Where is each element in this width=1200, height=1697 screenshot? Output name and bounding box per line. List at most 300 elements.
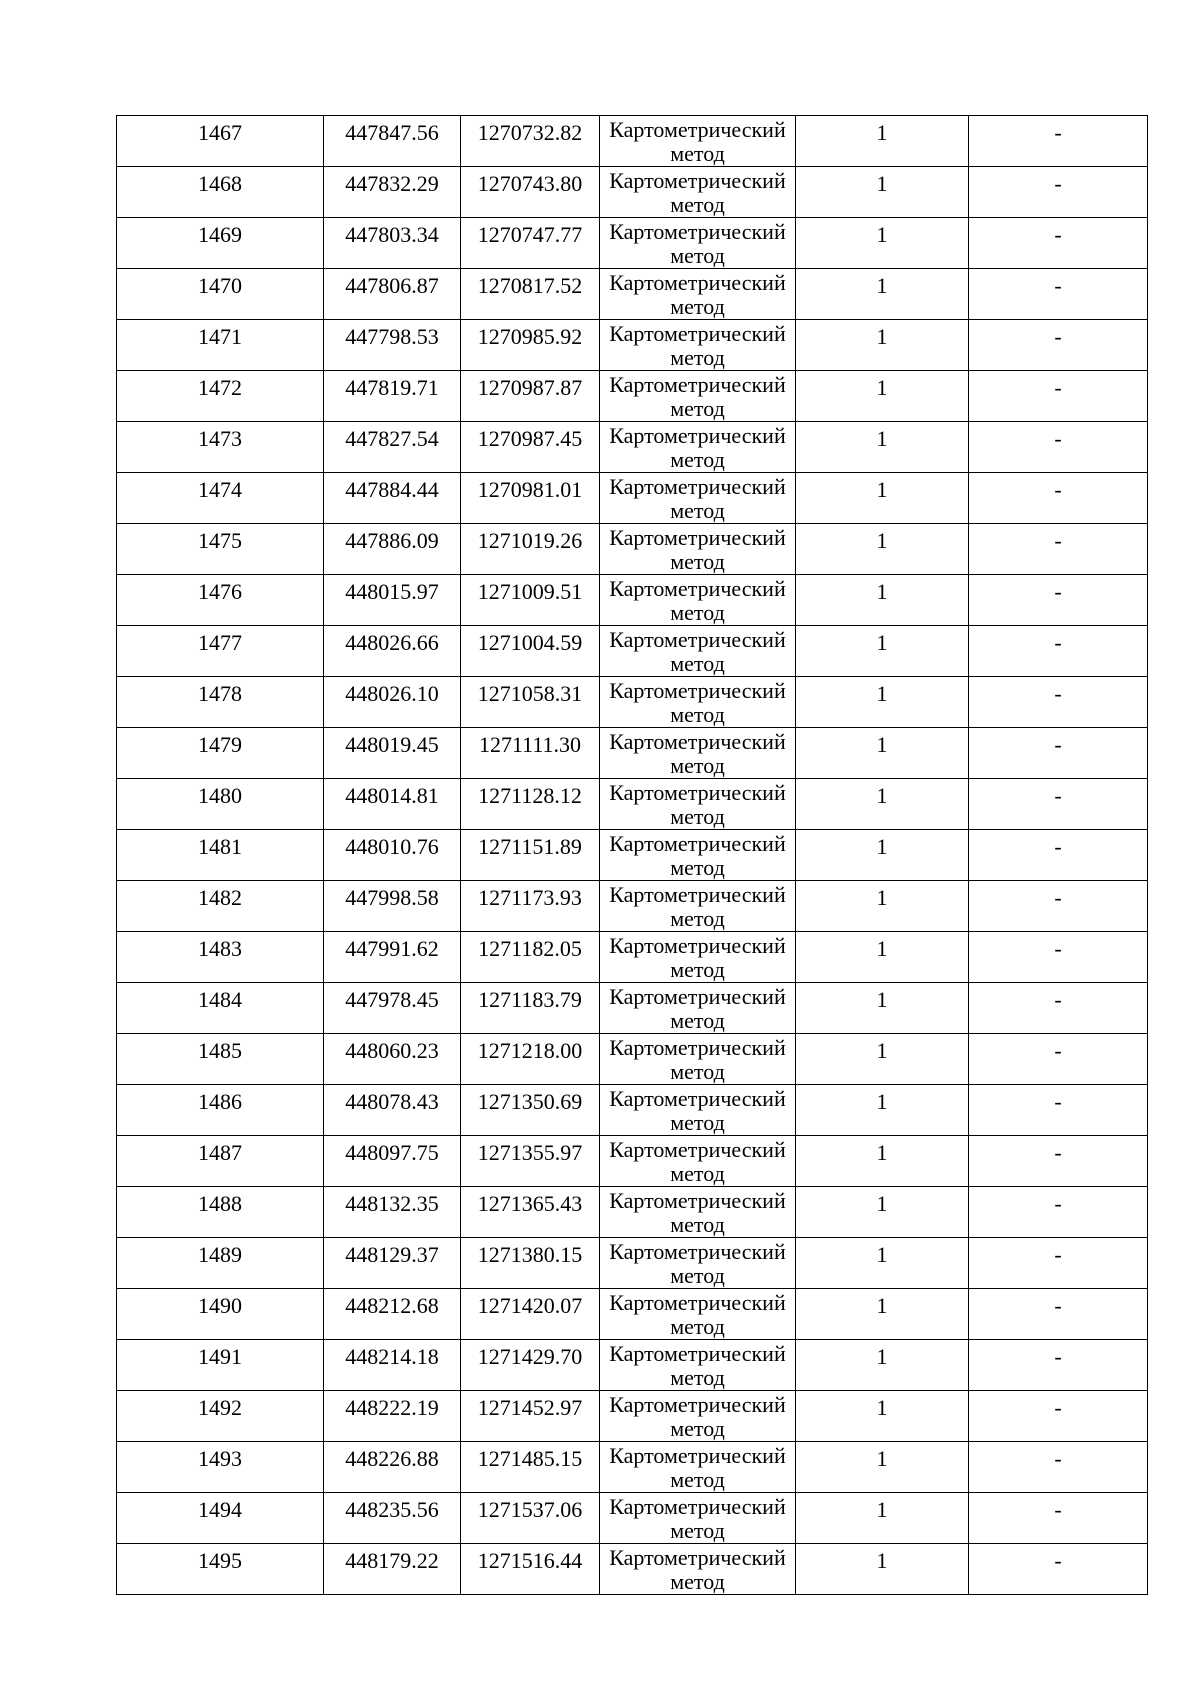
method-cell [600,1544,796,1595]
y-coordinate-cell [461,218,600,269]
accuracy-cell-text: 1 [876,579,888,604]
point-number-cell-text: 1480 [198,783,242,808]
note-cell [969,1034,1148,1085]
x-coordinate-cell-text: 448132.35 [345,1191,439,1216]
table-row [117,1442,1148,1493]
accuracy-cell [796,881,969,932]
method-cell [600,422,796,473]
x-coordinate-cell [324,269,461,320]
method-cell [600,830,796,881]
accuracy-cell [796,1340,969,1391]
method-cell [600,626,796,677]
table-row [117,1493,1148,1544]
x-coordinate-cell [324,320,461,371]
method-cell-text: Картометрический метод [609,1443,786,1492]
x-coordinate-cell [324,932,461,983]
note-cell-text: - [1054,1446,1062,1471]
x-coordinate-cell [324,1391,461,1442]
y-coordinate-cell-text: 1271019.26 [477,528,583,553]
x-coordinate-cell [324,1136,461,1187]
accuracy-cell-text: 1 [876,732,888,757]
table-row [117,779,1148,830]
x-coordinate-cell-text: 448235.56 [345,1497,439,1522]
x-coordinate-cell-text: 447832.29 [345,171,439,196]
y-coordinate-cell [461,371,600,422]
point-number-cell-text: 1487 [198,1140,242,1165]
x-coordinate-cell [324,524,461,575]
table-row [117,1391,1148,1442]
method-cell-text: Картометрический метод [609,729,786,778]
table-row [117,371,1148,422]
y-coordinate-cell [461,626,600,677]
accuracy-cell-text: 1 [876,1497,888,1522]
point-number-cell [117,524,324,575]
accuracy-cell-text: 1 [876,222,888,247]
note-cell-text: - [1054,1395,1062,1420]
note-cell [969,422,1148,473]
point-number-cell-text: 1469 [198,222,242,247]
method-cell-text: Картометрический метод [609,1188,786,1237]
point-number-cell [117,1340,324,1391]
accuracy-cell [796,983,969,1034]
method-cell-text: Картометрический метод [609,525,786,574]
y-coordinate-cell [461,1544,600,1595]
x-coordinate-cell-text: 448097.75 [345,1140,439,1165]
table-row [117,983,1148,1034]
note-cell-text: - [1054,1242,1062,1267]
method-cell [600,269,796,320]
note-cell [969,167,1148,218]
x-coordinate-cell [324,779,461,830]
table-row [117,1085,1148,1136]
accuracy-cell-text: 1 [876,1344,888,1369]
point-number-cell-text: 1474 [198,477,242,502]
point-number-cell-text: 1479 [198,732,242,757]
note-cell [969,575,1148,626]
note-cell-text: - [1054,1293,1062,1318]
accuracy-cell [796,473,969,524]
x-coordinate-cell-text: 448026.10 [345,681,439,706]
x-coordinate-cell-text: 447998.58 [345,885,439,910]
x-coordinate-cell-text: 448222.19 [345,1395,439,1420]
x-coordinate-cell-text: 448015.97 [345,579,439,604]
y-coordinate-cell-text: 1270747.77 [477,222,583,247]
x-coordinate-cell-text: 447886.09 [345,528,439,553]
point-number-cell [117,1442,324,1493]
note-cell [969,830,1148,881]
accuracy-cell [796,830,969,881]
point-number-cell-text: 1488 [198,1191,242,1216]
y-coordinate-cell-text: 1271355.97 [477,1140,583,1165]
method-cell [600,677,796,728]
point-number-cell-text: 1489 [198,1242,242,1267]
y-coordinate-cell-text: 1270743.80 [477,171,583,196]
table-row [117,524,1148,575]
x-coordinate-cell [324,983,461,1034]
point-number-cell-text: 1495 [198,1548,242,1573]
table-row [117,626,1148,677]
accuracy-cell-text: 1 [876,1038,888,1063]
x-coordinate-cell [324,575,461,626]
y-coordinate-cell-text: 1270732.82 [477,120,583,145]
table-row [117,218,1148,269]
note-cell-text: - [1054,936,1062,961]
x-coordinate-cell [324,1289,461,1340]
x-coordinate-cell [324,371,461,422]
y-coordinate-cell [461,932,600,983]
point-number-cell-text: 1490 [198,1293,242,1318]
method-cell-text: Картометрический метод [609,984,786,1033]
note-cell-text: - [1054,222,1062,247]
accuracy-cell [796,575,969,626]
accuracy-cell [796,1136,969,1187]
note-cell-text: - [1054,1038,1062,1063]
point-number-cell-text: 1493 [198,1446,242,1471]
method-cell-text: Картометрический метод [609,423,786,472]
note-cell-text: - [1054,783,1062,808]
note-cell [969,677,1148,728]
table-row [117,167,1148,218]
point-number-cell-text: 1476 [198,579,242,604]
x-coordinate-cell [324,1442,461,1493]
point-number-cell-text: 1475 [198,528,242,553]
note-cell [969,524,1148,575]
point-number-cell-text: 1470 [198,273,242,298]
y-coordinate-cell-text: 1270985.92 [477,324,583,349]
accuracy-cell [796,626,969,677]
note-cell [969,626,1148,677]
accuracy-cell [796,1493,969,1544]
x-coordinate-cell [324,881,461,932]
point-number-cell-text: 1486 [198,1089,242,1114]
accuracy-cell [796,932,969,983]
method-cell-text: Картометрический метод [609,831,786,880]
y-coordinate-cell [461,269,600,320]
y-coordinate-cell [461,1289,600,1340]
method-cell [600,116,796,167]
y-coordinate-cell-text: 1271173.93 [478,885,582,910]
method-cell-text: Картометрический метод [609,627,786,676]
point-number-cell-text: 1472 [198,375,242,400]
x-coordinate-cell [324,830,461,881]
accuracy-cell [796,1544,969,1595]
note-cell-text: - [1054,1548,1062,1573]
point-number-cell-text: 1483 [198,936,242,961]
note-cell-text: - [1054,987,1062,1012]
point-number-cell [117,1187,324,1238]
table-row [117,677,1148,728]
point-number-cell-text: 1482 [198,885,242,910]
point-number-cell [117,881,324,932]
note-cell-text: - [1054,273,1062,298]
point-number-cell [117,677,324,728]
accuracy-cell-text: 1 [876,1242,888,1267]
point-number-cell [117,320,324,371]
note-cell-text: - [1054,120,1062,145]
point-number-cell [117,1493,324,1544]
point-number-cell [117,116,324,167]
x-coordinate-cell-text: 448179.22 [345,1548,439,1573]
accuracy-cell-text: 1 [876,1395,888,1420]
y-coordinate-cell [461,116,600,167]
x-coordinate-cell-text: 448026.66 [345,630,439,655]
point-number-cell [117,1544,324,1595]
table-row [117,881,1148,932]
method-cell-text: Картометрический метод [609,1239,786,1288]
method-cell [600,1238,796,1289]
note-cell-text: - [1054,1497,1062,1522]
x-coordinate-cell-text: 447847.56 [345,120,439,145]
accuracy-cell [796,167,969,218]
accuracy-cell [796,524,969,575]
method-cell-text: Картометрический метод [609,1494,786,1543]
point-number-cell-text: 1491 [198,1344,242,1369]
point-number-cell [117,575,324,626]
x-coordinate-cell-text: 448019.45 [345,732,439,757]
method-cell-text: Картометрический метод [609,882,786,931]
x-coordinate-cell-text: 448214.18 [345,1344,439,1369]
x-coordinate-cell [324,1238,461,1289]
x-coordinate-cell-text: 447806.87 [345,273,439,298]
note-cell-text: - [1054,834,1062,859]
point-number-cell-text: 1473 [198,426,242,451]
method-cell [600,779,796,830]
accuracy-cell [796,320,969,371]
note-cell [969,269,1148,320]
accuracy-cell-text: 1 [876,987,888,1012]
y-coordinate-cell-text: 1271429.70 [477,1344,583,1369]
note-cell [969,473,1148,524]
method-cell [600,575,796,626]
method-cell-text: Картометрический метод [609,1137,786,1186]
y-coordinate-cell-text: 1271009.51 [477,579,583,604]
note-cell-text: - [1054,885,1062,910]
y-coordinate-cell-text: 1271420.07 [477,1293,583,1318]
accuracy-cell [796,218,969,269]
accuracy-cell [796,1289,969,1340]
y-coordinate-cell [461,1238,600,1289]
note-cell [969,371,1148,422]
point-number-cell [117,218,324,269]
method-cell-text: Картометрический метод [609,117,786,166]
y-coordinate-cell [461,779,600,830]
note-cell-text: - [1054,1089,1062,1114]
method-cell [600,1391,796,1442]
note-cell [969,218,1148,269]
x-coordinate-cell [324,1085,461,1136]
note-cell-text: - [1054,426,1062,451]
y-coordinate-cell [461,1136,600,1187]
accuracy-cell-text: 1 [876,783,888,808]
y-coordinate-cell-text: 1271182.05 [478,936,582,961]
accuracy-cell [796,1187,969,1238]
table-row [117,1238,1148,1289]
note-cell [969,1544,1148,1595]
accuracy-cell-text: 1 [876,426,888,451]
accuracy-cell [796,371,969,422]
accuracy-cell-text: 1 [876,375,888,400]
table-row [117,1136,1148,1187]
x-coordinate-cell [324,677,461,728]
point-number-cell [117,269,324,320]
table-row [117,1034,1148,1085]
coordinates-table [116,115,1148,1595]
x-coordinate-cell [324,218,461,269]
accuracy-cell-text: 1 [876,1446,888,1471]
method-cell [600,218,796,269]
y-coordinate-cell [461,524,600,575]
accuracy-cell-text: 1 [876,1293,888,1318]
table-row [117,473,1148,524]
table-row [117,269,1148,320]
point-number-cell-text: 1492 [198,1395,242,1420]
table-row [117,830,1148,881]
point-number-cell [117,1034,324,1085]
y-coordinate-cell-text: 1270987.45 [477,426,583,451]
y-coordinate-cell-text: 1271128.12 [478,783,582,808]
accuracy-cell-text: 1 [876,273,888,298]
method-cell [600,728,796,779]
note-cell [969,320,1148,371]
x-coordinate-cell [324,1544,461,1595]
x-coordinate-cell-text: 448010.76 [345,834,439,859]
accuracy-cell [796,677,969,728]
method-cell-text: Картометрический метод [609,219,786,268]
point-number-cell [117,932,324,983]
note-cell [969,1187,1148,1238]
accuracy-cell [796,728,969,779]
method-cell-text: Картометрический метод [609,1290,786,1339]
note-cell [969,779,1148,830]
accuracy-cell [796,1391,969,1442]
y-coordinate-cell [461,1391,600,1442]
method-cell-text: Картометрический метод [609,780,786,829]
method-cell [600,983,796,1034]
point-number-cell [117,1238,324,1289]
accuracy-cell-text: 1 [876,528,888,553]
x-coordinate-cell [324,116,461,167]
point-number-cell [117,371,324,422]
note-cell [969,1340,1148,1391]
y-coordinate-cell [461,1493,600,1544]
accuracy-cell [796,1034,969,1085]
method-cell-text: Картометрический метод [609,1545,786,1594]
note-cell [969,932,1148,983]
accuracy-cell [796,1085,969,1136]
note-cell-text: - [1054,630,1062,655]
point-number-cell [117,830,324,881]
x-coordinate-cell [324,728,461,779]
method-cell-text: Картометрический метод [609,1341,786,1390]
x-coordinate-cell-text: 448014.81 [345,783,439,808]
accuracy-cell-text: 1 [876,1191,888,1216]
point-number-cell [117,728,324,779]
x-coordinate-cell [324,473,461,524]
y-coordinate-cell [461,1442,600,1493]
point-number-cell [117,779,324,830]
note-cell [969,116,1148,167]
accuracy-cell-text: 1 [876,477,888,502]
accuracy-cell-text: 1 [876,120,888,145]
note-cell [969,728,1148,779]
method-cell-text: Картометрический метод [609,270,786,319]
point-number-cell-text: 1484 [198,987,242,1012]
table-row [117,116,1148,167]
point-number-cell [117,1391,324,1442]
y-coordinate-cell-text: 1271365.43 [477,1191,583,1216]
x-coordinate-cell [324,167,461,218]
method-cell-text: Картометрический метод [609,1392,786,1441]
x-coordinate-cell-text: 447827.54 [345,426,439,451]
x-coordinate-cell-text: 447991.62 [345,936,439,961]
y-coordinate-cell [461,677,600,728]
point-number-cell-text: 1471 [198,324,242,349]
point-number-cell [117,422,324,473]
method-cell-text: Картометрический метод [609,168,786,217]
x-coordinate-cell [324,422,461,473]
y-coordinate-cell [461,728,600,779]
y-coordinate-cell-text: 1271485.15 [477,1446,583,1471]
note-cell-text: - [1054,1344,1062,1369]
x-coordinate-cell-text: 448129.37 [345,1242,439,1267]
point-number-cell-text: 1467 [198,120,242,145]
method-cell [600,1442,796,1493]
y-coordinate-cell-text: 1271111.30 [478,732,582,757]
x-coordinate-cell-text: 447978.45 [345,987,439,1012]
note-cell [969,983,1148,1034]
note-cell [969,1289,1148,1340]
x-coordinate-cell-text: 447798.53 [345,324,439,349]
y-coordinate-cell-text: 1271004.59 [477,630,583,655]
method-cell-text: Картометрический метод [609,372,786,421]
accuracy-cell-text: 1 [876,324,888,349]
table-row [117,575,1148,626]
note-cell-text: - [1054,171,1062,196]
method-cell-text: Картометрический метод [609,933,786,982]
note-cell-text: - [1054,1191,1062,1216]
y-coordinate-cell [461,1085,600,1136]
y-coordinate-cell [461,422,600,473]
method-cell [600,1493,796,1544]
y-coordinate-cell-text: 1271183.79 [478,987,582,1012]
x-coordinate-cell [324,626,461,677]
accuracy-cell-text: 1 [876,1089,888,1114]
accuracy-cell-text: 1 [876,630,888,655]
method-cell [600,371,796,422]
table-row [117,728,1148,779]
accuracy-cell-text: 1 [876,834,888,859]
y-coordinate-cell [461,1034,600,1085]
table-row [117,1187,1148,1238]
accuracy-cell-text: 1 [876,171,888,196]
accuracy-cell-text: 1 [876,885,888,910]
x-coordinate-cell [324,1187,461,1238]
y-coordinate-cell [461,983,600,1034]
y-coordinate-cell [461,830,600,881]
note-cell-text: - [1054,477,1062,502]
x-coordinate-cell-text: 447819.71 [345,375,439,400]
point-number-cell [117,167,324,218]
point-number-cell-text: 1477 [198,630,242,655]
x-coordinate-cell-text: 448226.88 [345,1446,439,1471]
x-coordinate-cell-text: 448078.43 [345,1089,439,1114]
y-coordinate-cell [461,1187,600,1238]
table-row [117,422,1148,473]
point-number-cell [117,473,324,524]
accuracy-cell [796,1442,969,1493]
table-row [117,1544,1148,1595]
point-number-cell-text: 1481 [198,834,242,859]
